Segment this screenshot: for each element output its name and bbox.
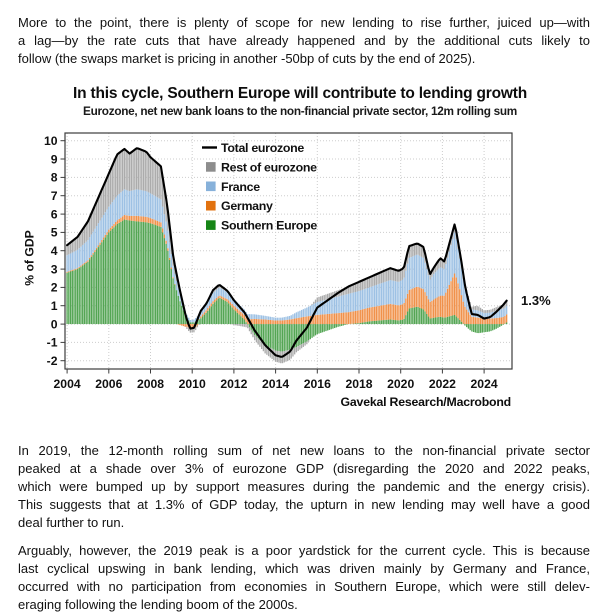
latest-value-annotation: 1.3% [521,293,551,308]
chart-title: In this cycle, Southern Europe will contribute to lending growth [0,84,600,103]
svg-text:1: 1 [51,299,58,313]
text-line: More to the point, there is plenty of scope for new lending to rise further, juiced up—with [18,14,590,32]
svg-text:2: 2 [51,281,58,295]
svg-text:2014: 2014 [262,377,289,391]
text-line: In 2019, the 12-month rolling sum of net new loans to the non-financial private sector [18,442,590,460]
svg-text:8: 8 [51,171,58,185]
legend-label: Southern Europe [221,219,317,233]
y-axis-title: % of GDP [23,230,37,286]
lending-growth-figure [0,84,600,410]
svg-text:7: 7 [51,189,58,203]
y-axis-tick-labels [44,134,58,368]
svg-text:10: 10 [44,134,58,148]
text-line: eraging following the lending boom of the 2000s. [18,596,590,614]
legend-square-swatch [206,182,216,192]
legend-label: Rest of eurozone [221,160,317,174]
svg-text:3: 3 [51,262,58,276]
svg-text:2006: 2006 [95,377,122,391]
legend-square-swatch [206,162,216,172]
svg-text:2008: 2008 [137,377,164,391]
analysis-paragraph-1 [18,442,590,532]
text-line: peaked at a shade over 3% of eurozone GDP (disregarding the 2020 and 2022 peaks, [18,460,590,478]
text-line: last cyclical upswing in bank lending, which was driven mainly by Germany and France, [18,560,590,578]
chart-plot [0,120,600,406]
svg-text:2012: 2012 [220,377,247,391]
text-line: follow (the swaps market is pricing in another -50bp of cuts by the end of 2025). [18,50,590,68]
svg-text:2018: 2018 [345,377,372,391]
text-line: This suggests that at 1.3% of GDP today, the upturn in new lending may well have a good [18,496,590,514]
text-line: Arguably, however, the 2019 peak is a poor yardstick for the current cycle. This is because [18,542,590,560]
svg-text:2022: 2022 [429,377,456,391]
text-line: occurred with no participation from economies in Southern Europe, which were still delev- [18,578,590,596]
svg-text:-2: -2 [47,354,58,368]
chart-source-attribution: Gavekal Research/Macrobond [0,394,600,410]
x-axis-tick-labels [54,377,498,391]
intro-paragraph [18,14,590,68]
svg-text:2020: 2020 [387,377,414,391]
legend-label: Total eurozone [221,141,304,155]
legend-square-swatch [206,201,216,211]
legend-square-swatch [206,220,216,230]
svg-text:4: 4 [51,244,58,258]
svg-text:-1: -1 [47,336,58,350]
svg-text:6: 6 [51,207,58,221]
chart-subtitle: Eurozone, net new bank loans to the non-financial private sector, 12m rolling sum [0,103,600,120]
legend-label: Germany [221,199,273,213]
text-line: which were bumped up by support measures during the pandemic and the energy crisis). [18,478,590,496]
svg-text:2010: 2010 [179,377,206,391]
text-line: a lag—by the rate cuts that have already happened and by the additional cuts likely to [18,32,590,50]
svg-text:2016: 2016 [304,377,331,391]
svg-text:2004: 2004 [54,377,81,391]
text-line: deal further to run. [18,514,590,532]
svg-text:2024: 2024 [471,377,498,391]
svg-text:9: 9 [51,152,58,166]
chart-legend [202,141,317,233]
svg-text:5: 5 [51,226,58,240]
legend-label: France [221,180,260,194]
svg-text:0: 0 [51,317,58,331]
analysis-paragraph-2 [18,542,590,614]
